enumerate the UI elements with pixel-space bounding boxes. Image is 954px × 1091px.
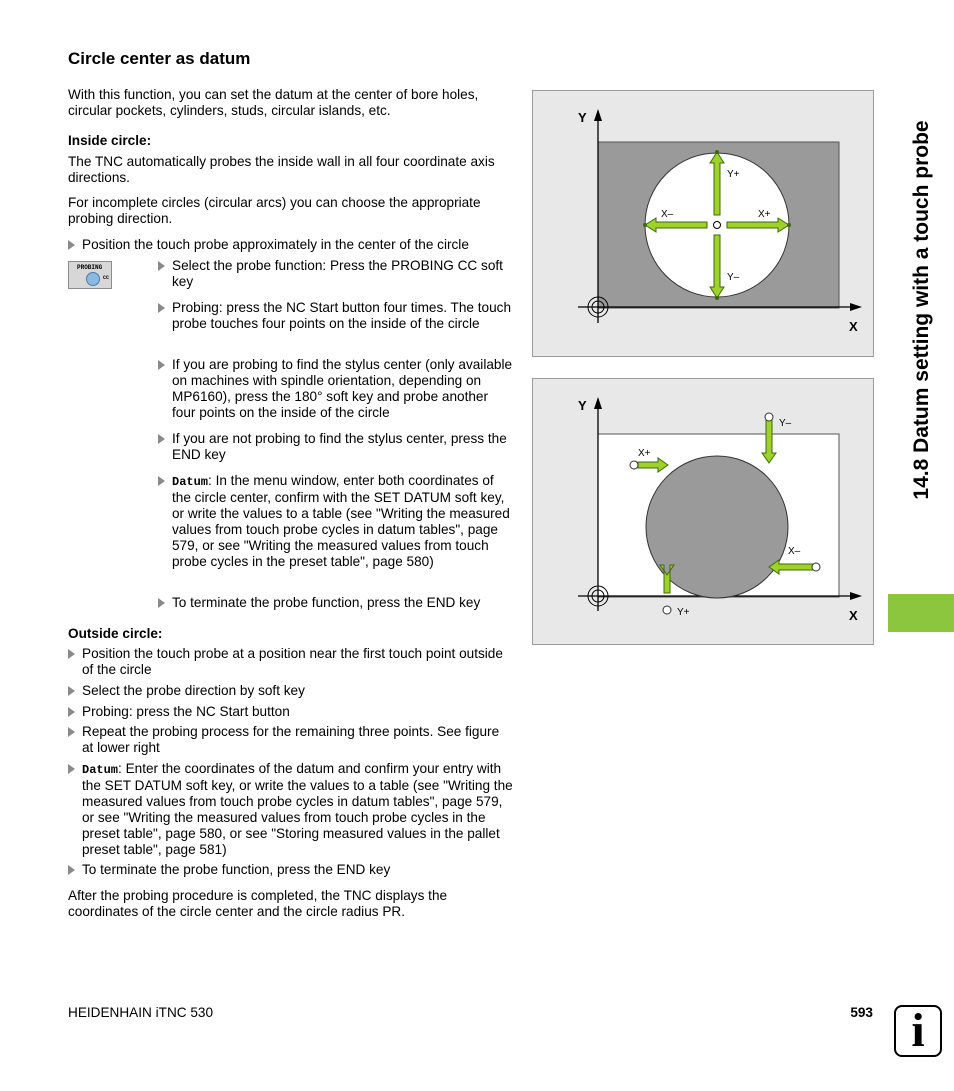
bullet-arrow-icon [68,686,75,696]
x-minus-label: X– [788,546,801,557]
list-item: Probing: press the NC Start button [68,704,513,720]
x-plus-label: X+ [638,448,651,459]
footer-product-name: HEIDENHAIN iTNC 530 [68,1005,214,1020]
inside-paragraph-1: The TNC automatically probes the inside wall in all four coordinate axis directions. [68,154,495,185]
bullet-arrow-icon [158,434,165,444]
list-item: Repeat the probing process for the remaining three points. See figure at lower right [68,724,513,756]
bullet-arrow-icon [158,360,165,370]
bullet-arrow-icon [158,261,165,271]
y-plus-label: Y+ [727,169,740,180]
y-axis-label: Y [578,398,587,413]
info-icon: i [894,1005,942,1057]
softkey-sublabel: CC [103,275,110,281]
inside-circle-heading: Inside circle: [68,133,152,148]
list-item: Select the probe direction by soft key [68,683,513,699]
outside-circle-diagram [533,379,873,644]
bullet-arrow-icon [68,727,75,737]
list-item: Select the probe function: Press the PROBING CC soft key [158,258,513,290]
bullet-arrow-icon [68,865,75,875]
probe-circle-icon [86,272,100,286]
datum-keyword: Datum [172,475,209,489]
list-item: Position the touch probe at a position near the first touch point outside of the circle [68,646,513,678]
bullet-arrow-icon [68,649,75,659]
outside-circle-figure [532,378,874,645]
bullet-arrow-icon [68,240,75,250]
list-item: If you are not probing to find the stylus center, press the END key [158,431,513,463]
bullet-arrow-icon [158,598,165,608]
list-item: Datum: In the menu window, enter both coordinates of the circle center, confirm with the SET DATUM soft key, or write the values to a table (see "Writing the measured values from touch probe cycles in datum tables", page 579, or see "Writing the measured values from touch probe cycles in the preset table", page 580) [158,473,513,570]
list-item: Probing: press the NC Start button four times. The touch probe touches four points on the inside of the circle [158,300,513,332]
y-minus-label: Y– [727,272,740,283]
section-heading: Circle center as datum [68,49,251,68]
x-minus-label: X– [661,209,674,220]
datum-keyword: Datum [82,763,119,777]
chapter-tab-marker [888,594,954,632]
intro-paragraph: With this function, you can set the datum at the center of bore holes, circular pockets, cylinders, studs, circular islands, etc. [68,87,479,118]
bullet-arrow-icon [158,303,165,313]
probing-cc-softkey[interactable] [68,261,112,289]
bullet-arrow-icon [68,707,75,717]
inside-paragraph-2: For incomplete circles (circular arcs) you can choose the appropriate probing direction. [68,195,481,226]
y-plus-label: Y+ [677,607,690,618]
list-item: Datum: Enter the coordinates of the datum and confirm your entry with the SET DATUM soft key, or write the values to a table (see "Writing the measured values from touch probe cycles in datum tables", page 579, or see "Writing the measured values from touch probe cycles in the preset table", page 580, or see "Storing measured values in the pallet preset table", page 581) [68,761,513,858]
outside-circle-heading: Outside circle: [68,626,163,641]
list-item: To terminate the probe function, press the END key [68,862,513,878]
y-minus-label: Y– [779,418,792,429]
list-item: Position the touch probe approximately in the center of the circle [68,237,513,253]
x-axis-label: X [849,319,858,334]
list-item: If you are probing to find the stylus center (only available on machines with spindle orientation, depending on MP6160), press the 180° soft key and probe another four points on the inside of the circle [158,357,513,421]
closing-paragraph: After the probing procedure is completed, the TNC displays the coordinates of the circle center and the circle radius PR. [68,888,448,919]
softkey-label: PROBING [77,264,103,271]
list-item: To terminate the probe function, press the END key [158,595,513,611]
x-plus-label: X+ [758,209,771,220]
page-number: 593 [850,1005,873,1020]
chapter-side-title: 14.8 Datum setting with a touch probe [910,120,933,500]
x-axis-label: X [849,608,858,623]
y-axis-label: Y [578,110,587,125]
bullet-arrow-icon [158,476,165,486]
inside-circle-figure [532,90,874,357]
inside-circle-diagram [533,91,873,356]
bullet-arrow-icon [68,764,75,774]
